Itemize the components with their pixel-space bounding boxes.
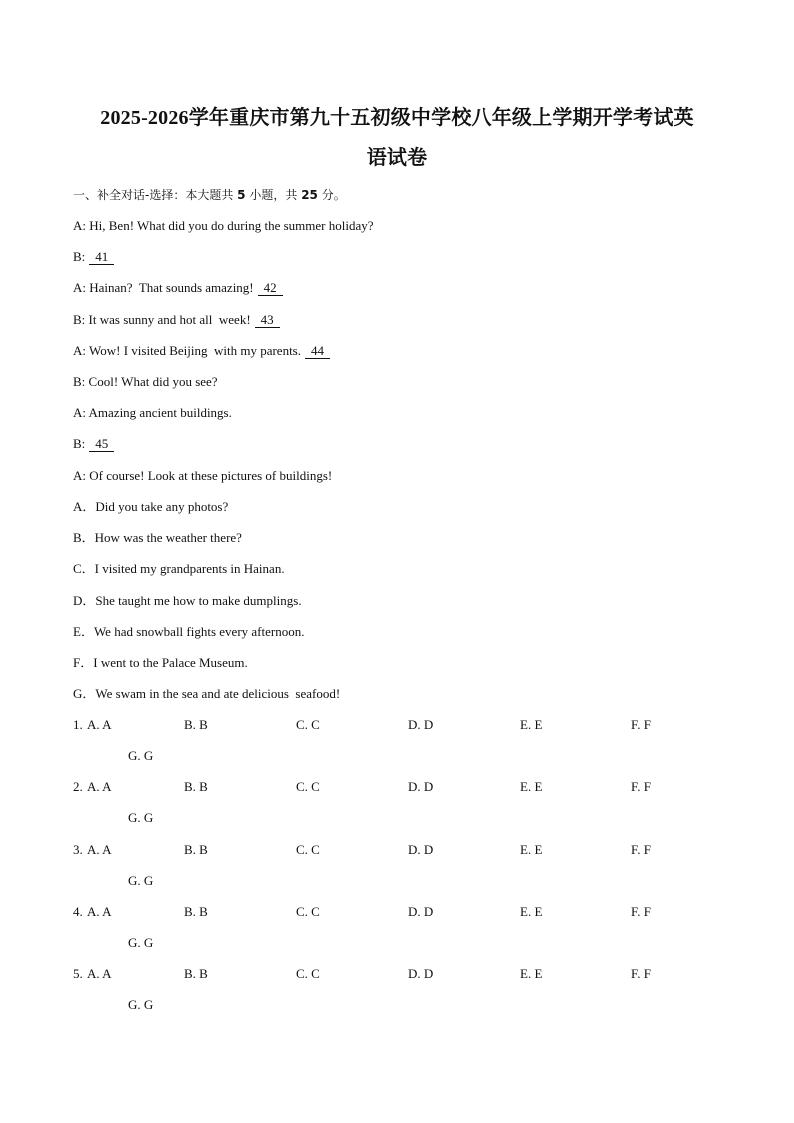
dialogue-line [73, 373, 218, 391]
answer-option[interactable]: C. C [296, 841, 320, 857]
section-count: 5 [237, 188, 246, 202]
choice-text: Did you take any photos? [95, 499, 229, 514]
choice-letter: A． [73, 499, 96, 514]
answer-blank[interactable]: 44 [305, 344, 330, 359]
section-middle: 小题，共 [249, 188, 298, 202]
choice-letter: E． [73, 623, 94, 639]
section-prefix: 一、补全对话-选择：本大题共 [73, 188, 234, 202]
answer-option[interactable]: B. B [184, 966, 208, 982]
answer-option[interactable]: B. B [184, 779, 208, 795]
dialogue-text: Amazing ancient buildings. [86, 405, 232, 421]
choice-letter: D． [73, 592, 96, 608]
answer-option[interactable]: B. B [184, 903, 208, 919]
answer-option[interactable]: E. E [520, 903, 543, 919]
answer-option[interactable]: F. F [631, 903, 651, 919]
choice-letter: C． [73, 561, 95, 577]
dialogue-line [73, 342, 330, 360]
dialogue-line [73, 279, 283, 297]
dialogue-line [73, 248, 114, 266]
dialogue-speaker: B: [73, 436, 86, 452]
dialogue-text: Hainan? That sounds amazing! [86, 280, 254, 296]
choice-letter: F． [73, 655, 94, 670]
question-number: 1. [73, 717, 83, 732]
choice-text: I went to the Palace Museum. [93, 655, 248, 670]
dialogue-speaker: A: [73, 280, 86, 296]
dialogue-text: Wow! I visited Beijing with my parents. [86, 342, 301, 358]
answer-option[interactable]: F. F [631, 717, 651, 732]
answer-option[interactable]: F. F [631, 779, 651, 795]
dialogue-line [73, 217, 374, 235]
section-score: 25 [301, 188, 318, 202]
dialogue-speaker: A: [73, 467, 86, 483]
dialogue-line [73, 467, 332, 485]
choice-text: She taught me how to make dumplings. [95, 592, 302, 608]
dialogue-text: It was sunny and hot all week! [85, 311, 251, 327]
dialogue-text: Of course! Look at these pictures of buildings! [86, 467, 333, 483]
answer-option[interactable]: A. A [87, 903, 112, 919]
choice-letter: B． [73, 530, 95, 546]
choice-text: I visited my grandparents in Hainan. [94, 561, 285, 577]
question-number: 3. [73, 841, 83, 857]
section-suffix: 分。 [321, 188, 346, 202]
page-title-line2: 语试卷 [366, 147, 428, 169]
answer-option[interactable]: C. C [296, 966, 320, 982]
dialogue-speaker: A: [73, 342, 86, 358]
answer-option[interactable]: C. C [296, 903, 320, 919]
answer-option[interactable]: C. C [296, 779, 320, 795]
answer-option[interactable]: D. D [408, 779, 434, 795]
dialogue-speaker: B: [73, 374, 86, 389]
choice-item [73, 623, 304, 641]
dialogue-text: Hi, Ben! What did you do during the summer holiday? [86, 218, 374, 233]
answer-option[interactable]: E. E [520, 779, 543, 795]
dialogue-speaker: B: [73, 249, 86, 265]
answer-option[interactable]: G. G [128, 997, 154, 1013]
dialogue-line [73, 435, 114, 453]
question-number: 4. [73, 903, 83, 919]
question-number: 5. [73, 966, 83, 982]
answer-option[interactable]: D. D [408, 903, 434, 919]
answer-blank[interactable]: 43 [255, 313, 280, 328]
choice-item [73, 685, 340, 703]
dialogue-text: Cool! What did you see? [85, 374, 218, 389]
dialogue-speaker: A: [73, 405, 86, 421]
page-title-line1: 2025-2026学年重庆市第九十五初级中学校八年级上学期开学考试英 [100, 107, 694, 129]
answer-option[interactable]: D. D [408, 717, 434, 732]
choice-text: How was the weather there? [94, 530, 242, 546]
choice-item [73, 560, 285, 578]
answer-blank[interactable]: 41 [89, 250, 114, 265]
answer-option[interactable]: B. B [184, 717, 208, 732]
answer-option[interactable]: F. F [631, 841, 651, 857]
answer-option[interactable]: A. A [87, 841, 112, 857]
choice-item [73, 654, 248, 672]
section-heading [73, 186, 346, 204]
choice-item [73, 592, 302, 610]
answer-option[interactable]: F. F [631, 966, 651, 982]
choice-text: We swam in the sea and ate delicious seafood! [95, 686, 341, 702]
answer-option[interactable]: E. E [520, 717, 543, 732]
dialogue-speaker: A: [73, 218, 86, 233]
choice-letter: G． [73, 686, 96, 702]
answer-option[interactable]: A. A [87, 779, 112, 795]
dialogue-speaker: B: [73, 311, 86, 327]
answer-option[interactable]: A. A [87, 717, 112, 732]
choice-text: We had snowball fights every afternoon. [93, 623, 305, 639]
answer-option[interactable]: E. E [520, 841, 543, 857]
answer-option[interactable]: G. G [128, 810, 154, 826]
dialogue-line [73, 311, 280, 329]
answer-option[interactable]: E. E [520, 966, 543, 982]
answer-option[interactable]: A. A [87, 966, 112, 982]
answer-option[interactable]: B. B [184, 841, 208, 857]
answer-option[interactable]: G. G [128, 872, 154, 888]
answer-option[interactable]: C. C [296, 717, 320, 732]
answer-blank[interactable]: 45 [89, 437, 114, 452]
choice-item [73, 498, 228, 516]
answer-option[interactable]: D. D [408, 966, 434, 982]
choice-item [73, 529, 242, 547]
dialogue-line [73, 404, 232, 422]
answer-blank[interactable]: 42 [258, 281, 283, 296]
answer-option[interactable]: G. G [128, 934, 154, 950]
question-number: 2. [73, 779, 83, 795]
answer-option[interactable]: G. G [128, 748, 154, 763]
answer-option[interactable]: D. D [408, 841, 434, 857]
